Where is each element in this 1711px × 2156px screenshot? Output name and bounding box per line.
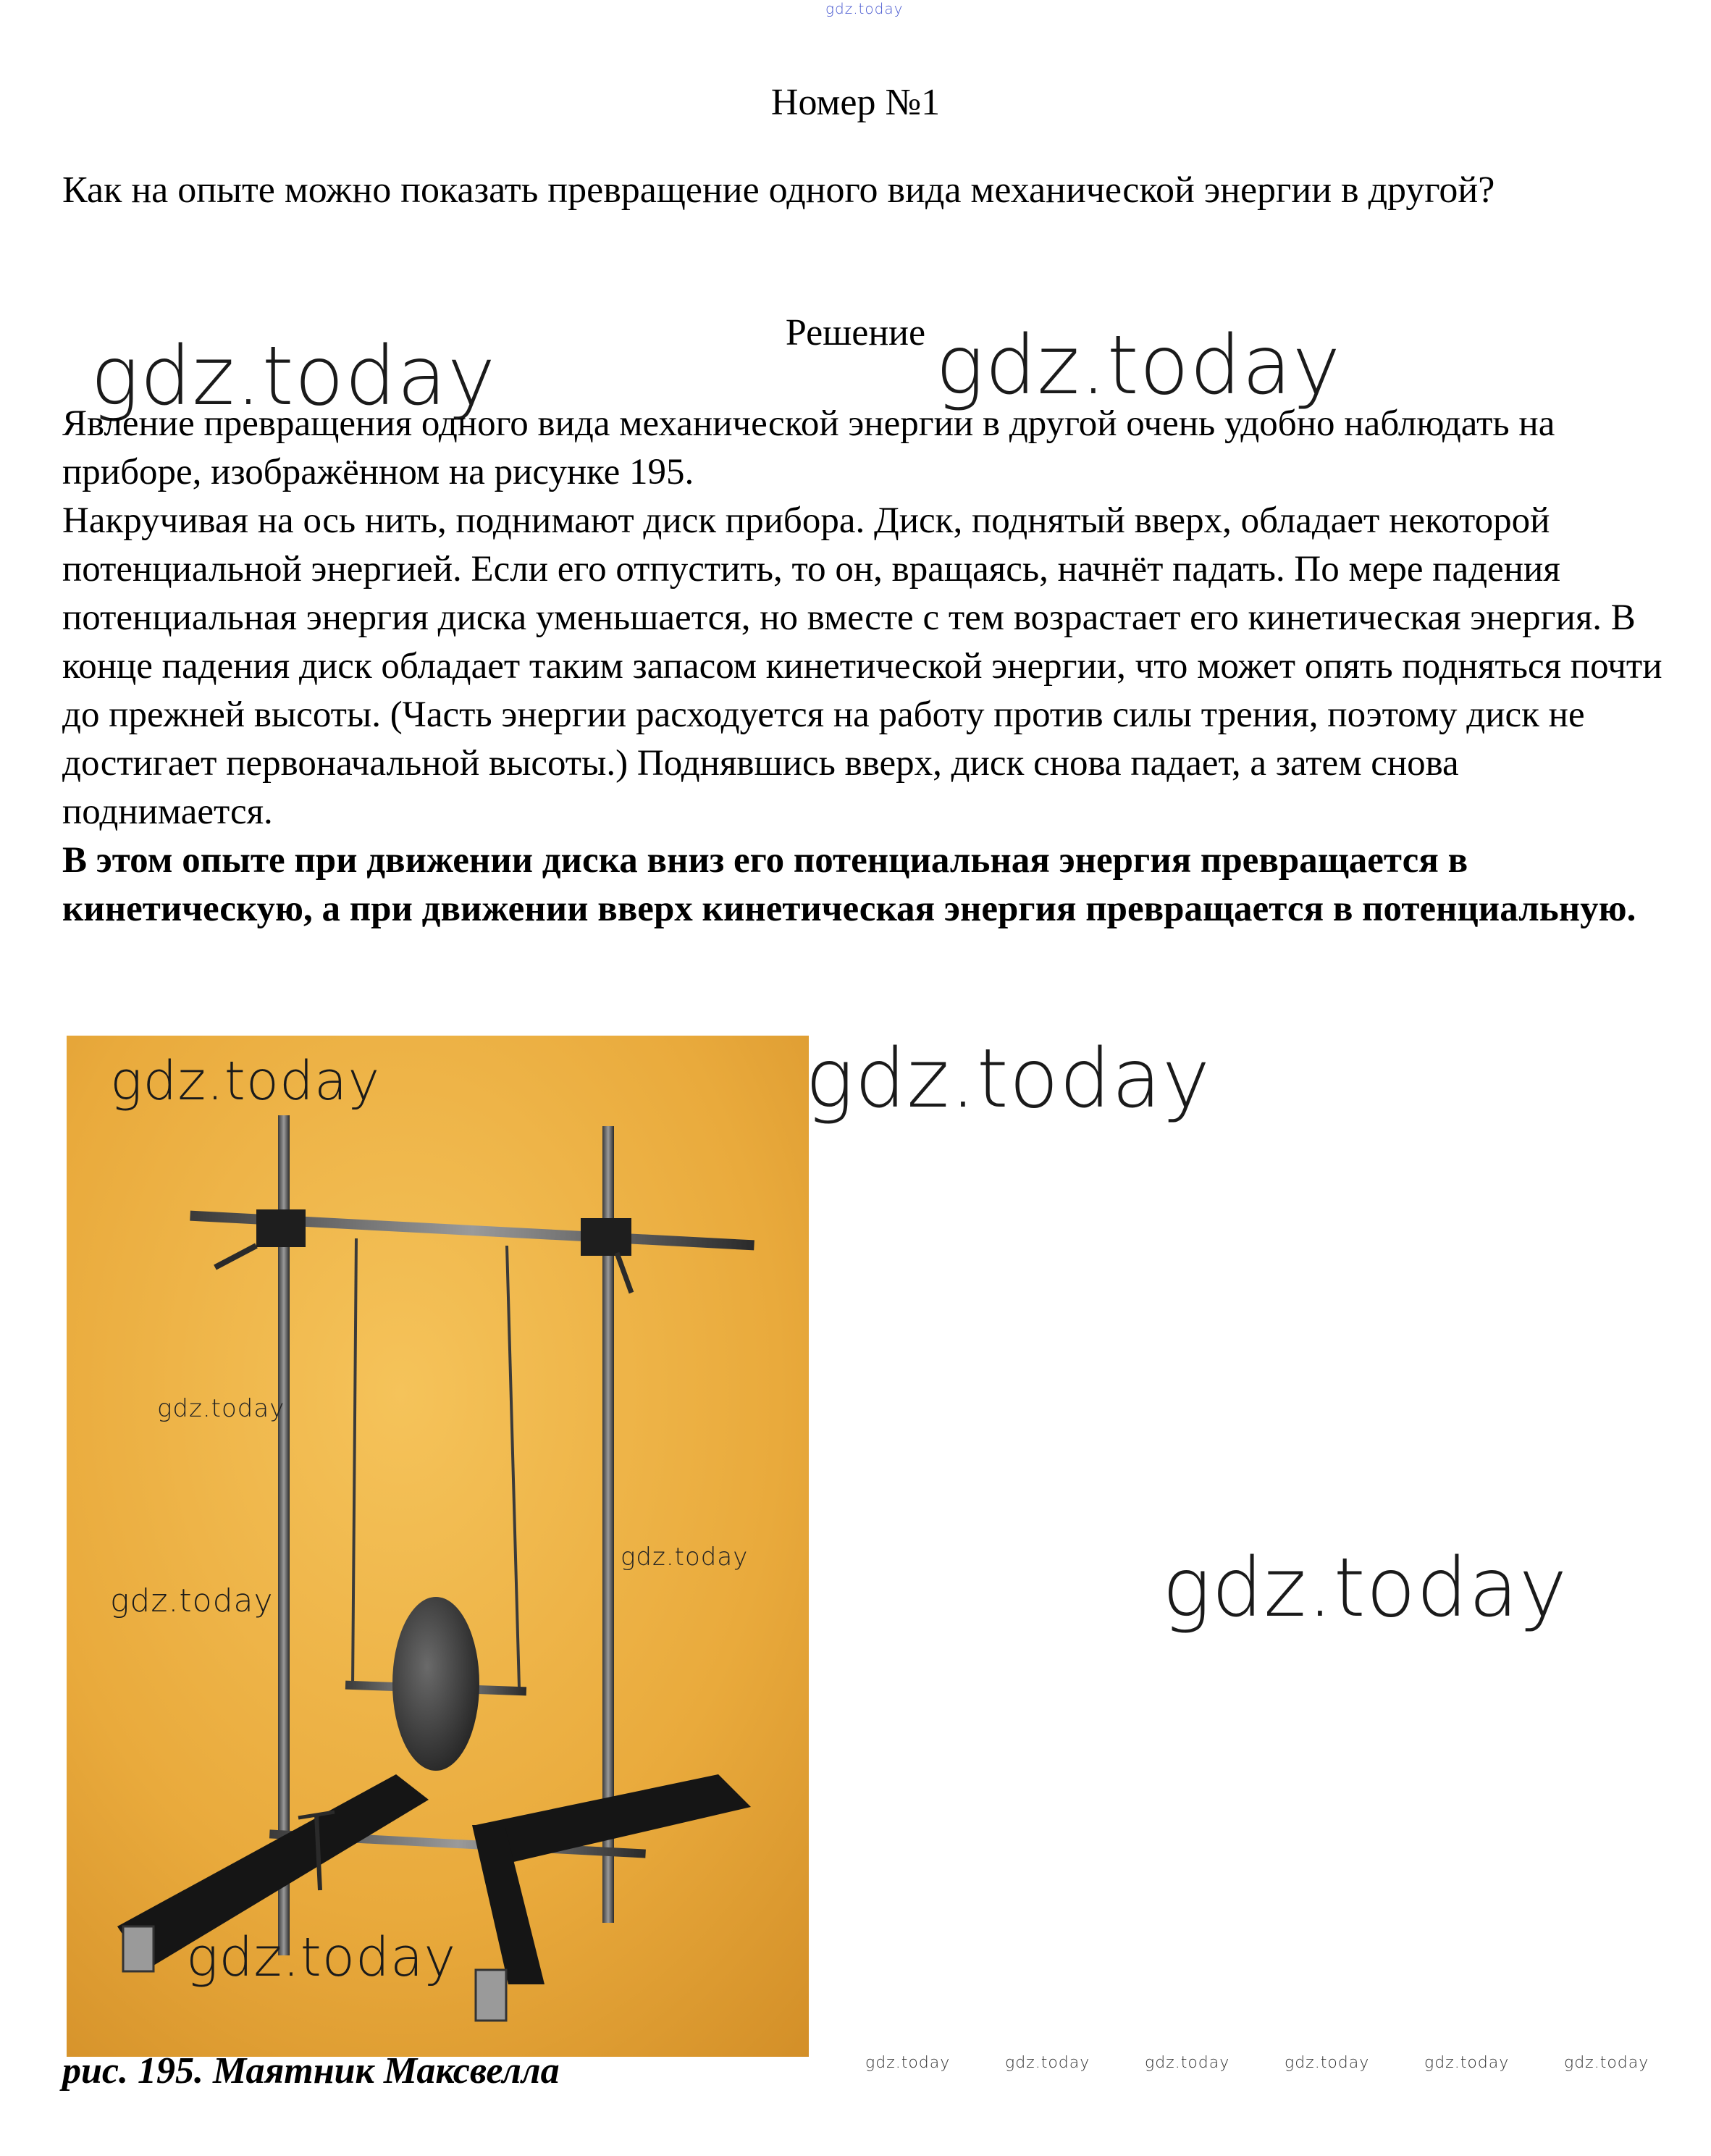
paragraph: Явление превращения одного вида механической энергии в другой очень удобно наблюдать на приборе, изображённом на рисунке 195. xyxy=(62,403,1555,492)
watermark-photo: gdz.today xyxy=(110,1582,274,1619)
paragraph: Накручивая на ось нить, поднимают диск прибора. Диск, поднятый вверх, обладает некоторой потенциальной энергией. Если его отпустить, то он, вращаясь, начнёт падать. По мере падения потенциальная энергия диска уменьшается, но вместе с тем возрастает его кинетическая энергия. В конце падения диск обладает таким запасом кинетической энергии, что может опять подняться почти до прежней высоты. (Часть энергии расходуется на работу против силы трения, поэтому диск не достигает первоначальной высоты.) Поднявшись вверх, диск снова падает, а затем снова поднимается. xyxy=(62,500,1662,832)
watermark-large: gdz.today xyxy=(805,1032,1211,1126)
watermark-large: gdz.today xyxy=(936,319,1342,413)
watermark-photo: gdz.today xyxy=(621,1543,749,1572)
figure-caption: рис. 195. Маятник Максвелла xyxy=(62,2050,560,2092)
solution-body xyxy=(62,400,1677,934)
watermark-footer: gdz.today xyxy=(865,2054,951,2072)
watermark-top: gdz.today xyxy=(825,0,904,17)
watermark-large: gdz.today xyxy=(1162,1541,1568,1635)
watermark-footer: gdz.today xyxy=(1145,2054,1230,2072)
question-text: Как на опыте можно показать превращение одного вида механической энергии в другой? xyxy=(62,169,1495,211)
watermark-photo: gdz.today xyxy=(157,1394,285,1423)
solution-heading: Решение xyxy=(785,312,926,353)
conclusion-paragraph: В этом опыте при движении диска вниз его потенциальная энергия превращается в кинетическую, а при движении вверх кинетическая энергия превращается в потенциальную. xyxy=(62,840,1636,929)
watermark-photo: gdz.today xyxy=(186,1926,457,1989)
watermark-footer: gdz.today xyxy=(1424,2054,1510,2072)
watermark-footer: gdz.today xyxy=(1285,2054,1370,2072)
watermark-footer: gdz.today xyxy=(1564,2054,1649,2072)
page-title: Номер №1 xyxy=(770,82,941,123)
watermark-large: gdz.today xyxy=(91,330,497,424)
figure-maxwell-pendulum xyxy=(67,1036,809,2057)
watermark-photo: gdz.today xyxy=(110,1050,381,1112)
watermark-footer: gdz.today xyxy=(1005,2054,1090,2072)
